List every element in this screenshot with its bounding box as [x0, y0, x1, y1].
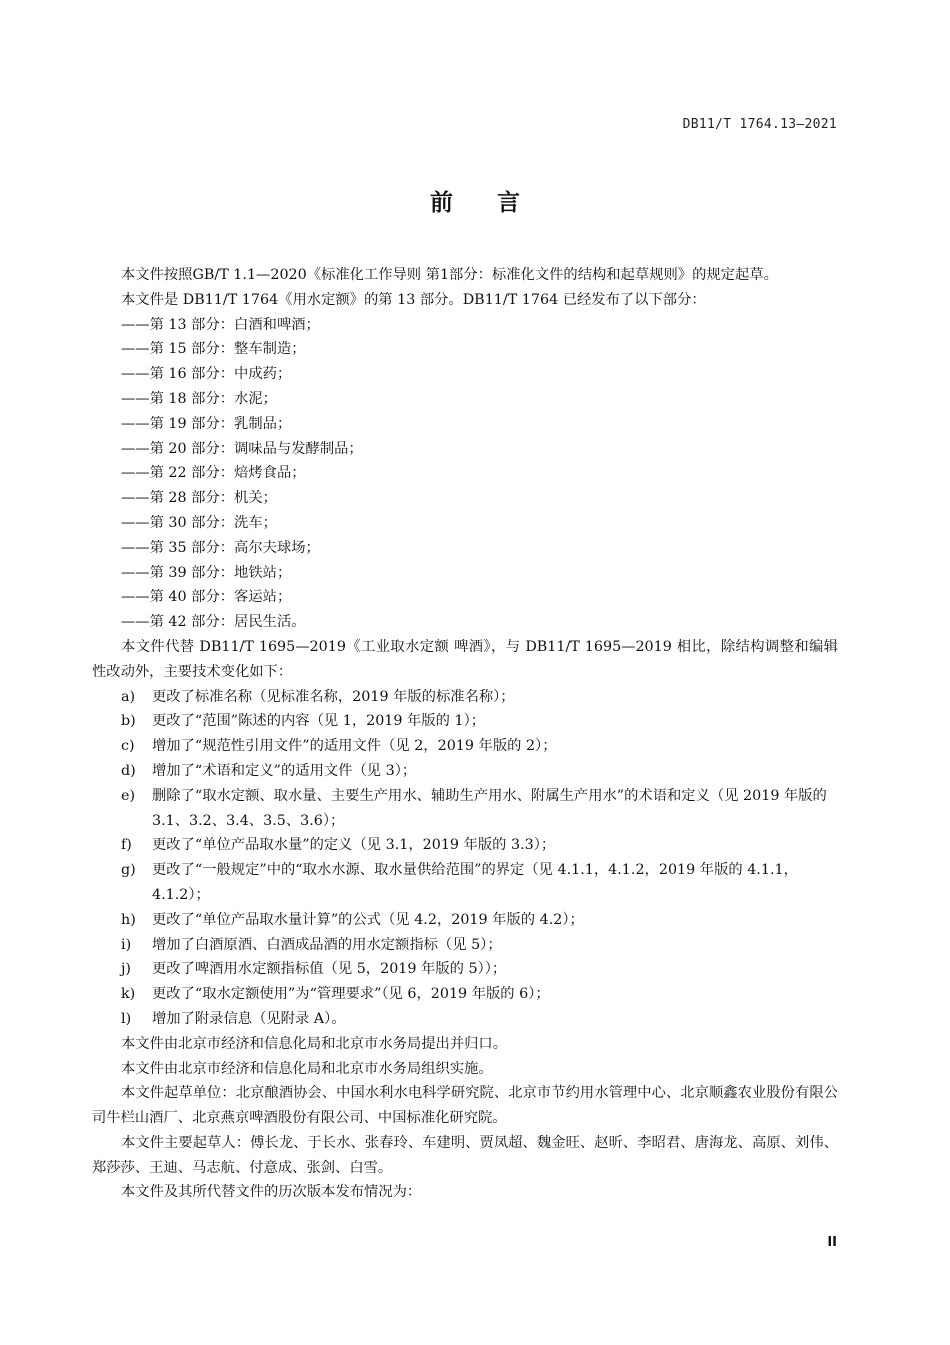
list-item-text: 更改了“范围”陈述的内容（见 1，2019 年版的 1）； [152, 713, 486, 730]
list-item [92, 709, 838, 734]
replace-paragraph: 本文件代替 DB11/T 1695—2019《工业取水定额 啤酒》，与 DB11/T 1695—2019 相比，除结构调整和编辑性改动外，主要技术变化如下： [92, 638, 838, 680]
list-marker: f) [121, 837, 132, 854]
list-item: ——第 39 部分：地铁站； [121, 564, 292, 581]
drafting-units-paragraph: 本文件起草单位：北京酿酒协会、中国水利水电科学研究院、北京市节约用水管理中心、北京顺鑫农业股份有限公司牛栏山酒厂、北京燕京啤酒股份有限公司、中国标准化研究院。 [92, 1085, 838, 1127]
list-marker: c) [121, 738, 135, 755]
list-item-text: 更改了“单位产品取水量”的定义（见 3.1，2019 年版的 3.3）； [152, 837, 556, 854]
history-paragraph: 本文件及其所代替文件的历次版本发布情况为： [121, 1184, 422, 1201]
list-item [92, 685, 838, 710]
page-title: 前言 [430, 190, 564, 216]
list-item-text: 增加了白酒原酒、白酒成品酒的用水定额指标（见 5）； [152, 936, 502, 953]
drafters-paragraph: 本文件主要起草人：傅长龙、于长水、张春玲、车建明、贾凤超、魏金旺、赵昕、李昭君、唐海龙、高原、刘伟、郑莎莎、王迪、马志航、付意成、张剑、白雪。 [92, 1134, 838, 1176]
list-item-text: 更改了“单位产品取水量计算”的公式（见 4.2，2019 年版的 4.2）； [152, 911, 584, 928]
list-item: ——第 40 部分：客运站； [121, 589, 292, 606]
list-item: ——第 35 部分：高尔夫球场； [121, 539, 320, 556]
list-item [92, 858, 838, 908]
list-item: ——第 13 部分：白酒和啤酒； [121, 316, 320, 333]
list-item-text: 增加了“术语和定义”的适用文件（见 3）； [152, 762, 417, 779]
list-item [92, 784, 838, 834]
list-marker: l) [121, 1010, 132, 1027]
list-item: ——第 15 部分：整车制造； [121, 341, 306, 358]
list-marker: i) [121, 936, 132, 953]
list-item: ——第 19 部分：乳制品； [121, 415, 292, 432]
list-item: ——第 30 部分：洗车； [121, 514, 277, 531]
list-item-text: 删除了“取水定额、取水量、主要生产用水、辅助生产用水、附属生产用水”的术语和定义（见 2019 年版的 3.1、3.2、3.4、3.5、3.6）； [152, 787, 827, 829]
list-item: ——第 20 部分：调味品与发酵制品； [121, 440, 363, 457]
list-item: ——第 42 部分：居民生活。 [121, 614, 306, 631]
list-item [92, 759, 838, 784]
page-number: II [827, 1235, 837, 1250]
list-item-text: 更改了“一般规定”中的“取水水源、取水量供给范围”的界定（见 4.1.1，4.1.2，2019 年版的 4.1.1，4.1.2）； [152, 862, 798, 903]
list-marker: a) [121, 688, 136, 705]
list-item: ——第 22 部分：焙烤食品； [121, 465, 306, 482]
list-item [92, 957, 838, 982]
list-item-text: 增加了“规范性引用文件”的适用文件（见 2，2019 年版的 2）； [152, 738, 557, 755]
list-item: ——第 28 部分：机关； [121, 490, 277, 507]
list-marker: g) [121, 862, 136, 879]
list-item [92, 1007, 838, 1032]
list-marker: b) [121, 713, 136, 730]
intro-paragraph-1: 本文件按照GB/T 1.1—2020《标准化工作导则 第1部分：标准化文件的结构和起草规则》的规定起草。 [121, 267, 778, 283]
list-item [92, 833, 838, 858]
parts-list [92, 313, 838, 635]
list-item [92, 982, 838, 1007]
list-item: ——第 18 部分：水泥； [121, 390, 277, 407]
document-code: DB11/T 1764.13—2021 [682, 117, 837, 132]
list-item-text: 增加了附录信息（见附录 A）。 [152, 1010, 346, 1027]
list-marker: h) [121, 911, 136, 928]
list-marker: e) [121, 787, 136, 804]
list-marker: j) [121, 961, 132, 978]
list-item [92, 933, 838, 958]
list-item [92, 908, 838, 933]
list-marker: k) [121, 986, 136, 1003]
intro-paragraph-2: 本文件是 DB11/T 1764《用水定额》的第 13 部分。DB11/T 1764 已经发布了以下部分： [121, 291, 706, 308]
implementer-paragraph: 本文件由北京市经济和信息化局和北京市水务局组织实施。 [121, 1060, 493, 1077]
proposer-paragraph: 本文件由北京市经济和信息化局和北京市水务局提出并归口。 [121, 1035, 508, 1052]
list-item [92, 734, 838, 759]
list-marker: d) [121, 762, 136, 779]
list-item: ——第 16 部分：中成药； [121, 366, 292, 383]
list-item-text: 更改了啤酒用水定额指标值（见 5，2019 年版的 5））； [152, 961, 507, 978]
list-item-text: 更改了标准名称（见标准名称，2019 年版的标准名称）； [152, 688, 515, 705]
changes-list [92, 685, 838, 1032]
foreword-body [92, 263, 838, 1205]
list-item-text: 更改了“取水定额使用”为“管理要求”（见 6，2019 年版的 6）； [152, 986, 550, 1003]
